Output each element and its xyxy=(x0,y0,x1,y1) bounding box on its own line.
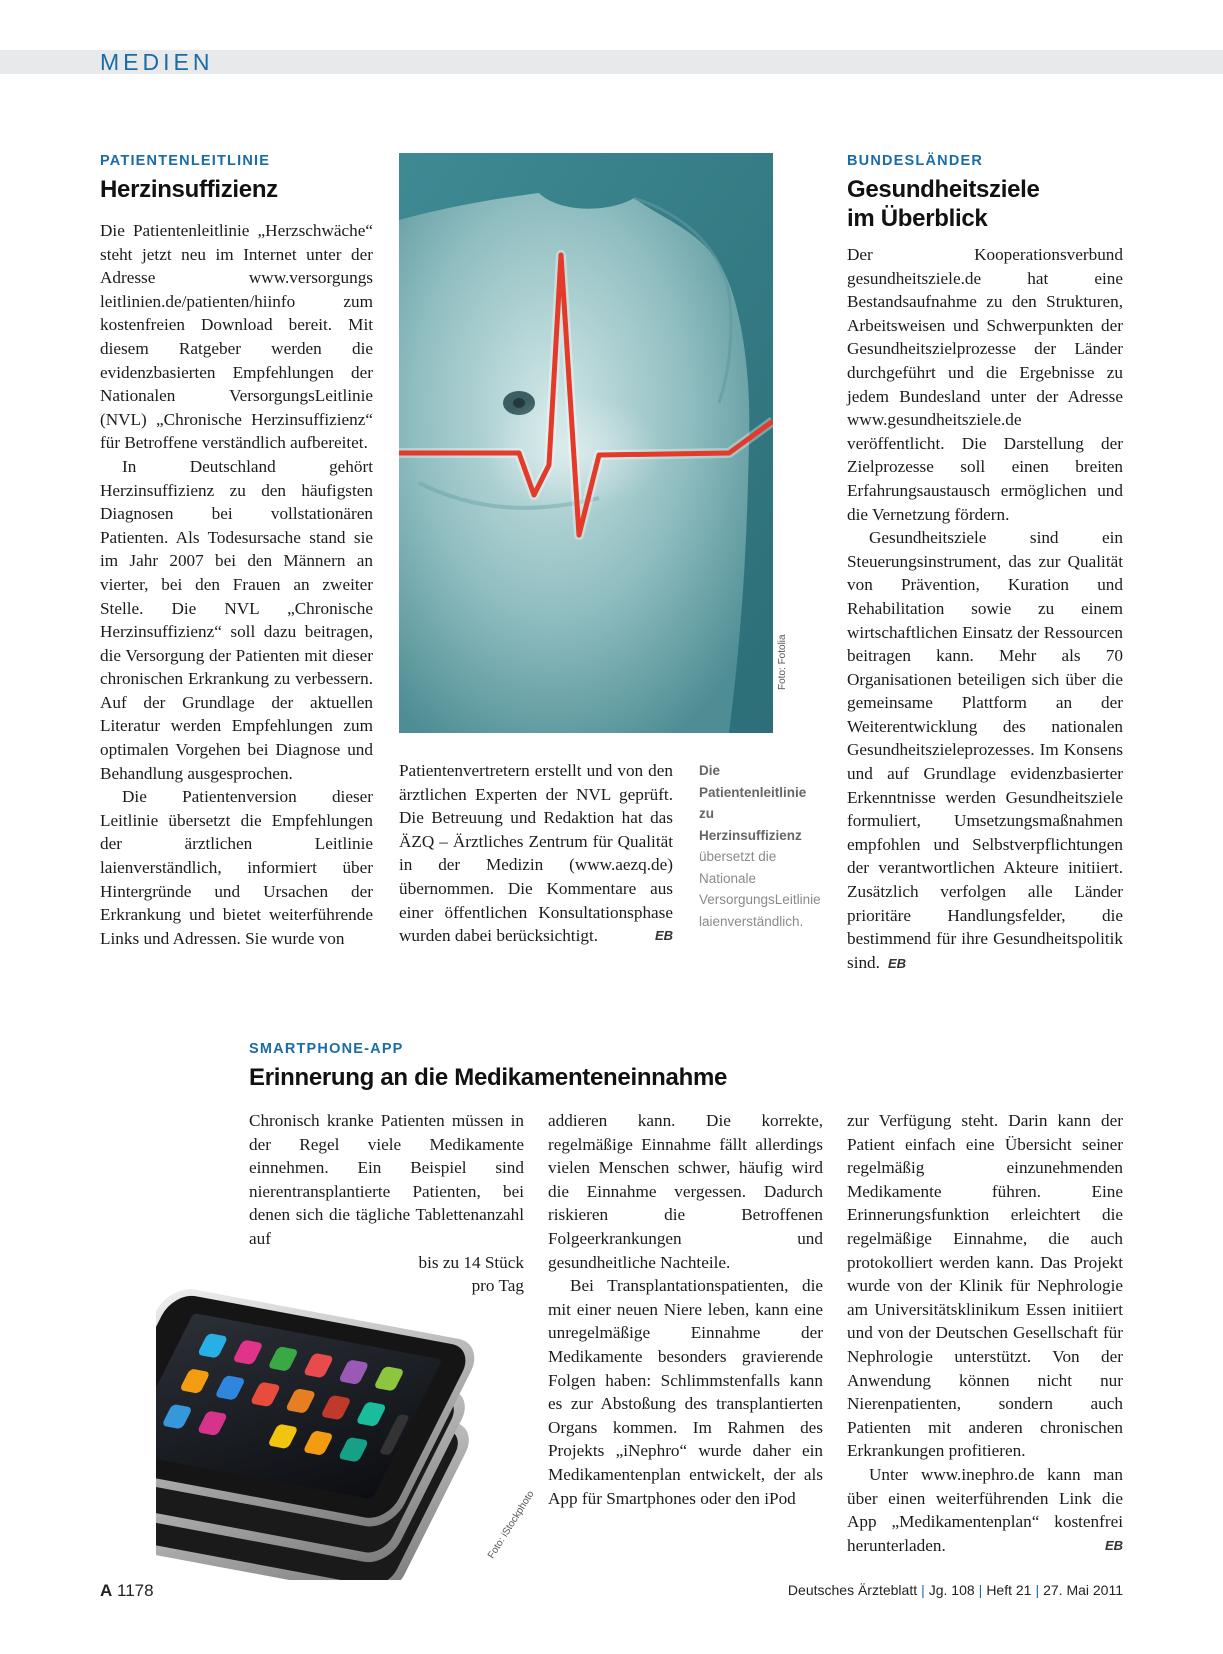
article2-headline-line1: Gesundheitsziele xyxy=(847,176,1040,203)
article1-column-2 xyxy=(399,759,673,948)
article2-column xyxy=(847,243,1123,975)
journal-date: 27. Mai 2011 xyxy=(1043,1582,1123,1598)
journal-issue: Heft 21 xyxy=(986,1582,1032,1598)
article2-kicker: BUNDESLÄNDER xyxy=(847,153,984,169)
heart-photo-caption xyxy=(699,760,819,932)
article3-column-2 xyxy=(548,1109,823,1510)
article1-paragraph: Die Patientenversion dieser Leitlinie übersetzt die Empfehlungen der ärztlichen Leitlinie laienverständlich, informiert über Hintergründe und Ursachen der Erkrankung und bietet weiterführende Links und Adressen. Sie wurde von xyxy=(100,787,373,948)
article1-kicker: PATIENTENLEITLINIE xyxy=(100,153,271,169)
heart-photo-credit: Foto: Fotolia xyxy=(777,634,788,690)
smartphone-photo-credit: Foto: iStockphoto xyxy=(486,1488,537,1561)
ecg-chest-illustration xyxy=(399,153,773,733)
page-number-value: 1178 xyxy=(117,1581,154,1600)
article3-kicker: SMARTPHONE-APP xyxy=(249,1041,404,1057)
article3-paragraph: Bei Transplantationspatienten, die mit einer neuen Niere leben, kann eine unregelmäßige Einnahme der Medikamente besonders gravierende Folgen haben: Schlimmstenfalls kann es zur Abstoßung des transplantierten Organs kommen. Im Rahmen des Projekts „iNephro“ wurde daher ein Medikamentenplan entwickelt, der als App für Smartphones oder den iPod xyxy=(548,1276,823,1508)
article3-paragraph: addieren kann. Die korrekte, regelmäßige Einnahme fällt allerdings vielen Menschen schwer, häufig wird die Einnahme vergessen. Dadurch riskieren die Betroffenen Folgeerkrankungen und gesundheitliche Nachteile. xyxy=(548,1111,823,1272)
article2-paragraph: Der Kooperationsverbund gesundheitsziele.de hat eine Bestandsaufnahme zu den Strukturen, Arbeitsweisen und Schwerpunkten der Gesundheitszielprozesse der Länder durchgeführt und die Ergebnisse zu jedem Bundesland unter der Adresse www.gesundheitsziele.de veröffentlicht. Die Darstellung der Zielprozesse soll einen breiten Erfahrungsaustausch ermöglichen und die Vernetzung fördern. xyxy=(847,245,1123,524)
page-prefix: A xyxy=(100,1581,113,1600)
article1-column-1 xyxy=(100,219,373,950)
section-label: MEDIEN xyxy=(100,49,214,75)
article3-paragraph: Chronisch kranke Patienten müssen in der Regel viele Medikamente einnehmen. Ein Beispiel sind nierentransplantierte Patienten, bei denen sich die tägliche Tablettenanzahl auf xyxy=(249,1111,524,1248)
article3-tail-line: bis zu 14 Stück xyxy=(418,1252,524,1272)
page-number xyxy=(100,1581,154,1601)
article3-tail-line: pro Tag xyxy=(471,1276,524,1296)
article2-headline-line2: im Überblick xyxy=(847,205,988,232)
caption-text: übersetzt die Nationale VersorgungsLeitlinie laienverständlich. xyxy=(699,849,821,929)
article3-paragraph: Unter www.inephro.de kann man über einen weiterführenden Link die App „Medikamentenplan“ kostenfrei herunterladen. xyxy=(847,1464,1123,1555)
journal-volume: Jg. 108 xyxy=(928,1582,975,1598)
article1-signature: EB xyxy=(654,928,673,944)
article1-paragraph: Patientenvertretern erstellt und von den ärztlichen Experten der NVL geprüft. Die Betreuung und Redaktion hat das ÄZQ – Ärztliches Zentrum für Qualität in der Medizin (www.aezq.de) übernommen. Die Kommentare aus einer öffentlichen Konsultationsphase wurden dabei berücksichtigt. xyxy=(399,761,673,946)
article2-signature: EB xyxy=(887,955,907,971)
article1-paragraph: In Deutschland gehört Herzinsuffizienz zu den häufigsten Diagnosen bei vollstationären Patienten. Als Todesursache stand sie im Jahr 2007 bei den Männern an vierter, bei den Frauen an zweiter Stelle. Die NVL „Chronische Herzinsuffizienz“ soll dazu beitragen, die Versorgung der Patienten mit dieser chronischen Erkrankung zu verbessern. Auf der Grundlage der aktuellen Literatur werden Empfehlungen zum optimalen Vorgehen bei Diagnose und Behandlung ausgesprochen. xyxy=(100,456,373,783)
article1-paragraph: Die Patientenleitlinie „Herzschwäche“ steht jetzt neu im Internet unter der Adresse www.versorgungs leitlinien.de/patienten/hiinfo zum kostenfreien Download bereit. Mit diesem Ratgeber werden die evidenzbasierten Empfehlungen der Nationalen VersorgungsLeitlinie (NVL) „Chronische Herzinsuffizienz“ für Betroffene verständlich aufbereitet. xyxy=(100,221,373,453)
caption-bold: Die Patientenleitlinie zu Herzinsuffizienz xyxy=(699,763,807,843)
article3-headline: Erinnerung an die Medikamenteneinnahme xyxy=(249,1064,728,1091)
article3-column-3 xyxy=(847,1109,1123,1557)
article3-paragraph: zur Verfügung steht. Darin kann der Patient einfach eine Übersicht seiner regelmäßig einzunehmenden Medikamente führen. Eine Erinnerungsfunktion erleichtert die regelmäßige Einnahme, die auch protokolliert werden kann. Das Projekt wurde von der Klinik für Nephrologie am Universitätsklinikum Essen initiiert und von der Deutschen Gesellschaft für Nephrologie unterstützt. Von der Anwendung können nicht nur Nierenpatienten, sondern auch Patienten mit anderen chronischen Erkrankungen profitieren. xyxy=(847,1111,1123,1461)
heart-ecg-photo xyxy=(399,153,773,733)
article3-signature: EB xyxy=(1104,1537,1123,1553)
article2-paragraph: Gesundheitsziele sind ein Steuerungsinstrument, das zur Qualität von Prävention, Kuration und Rehabilitation sowie zu einem wirtschaftlichen Einsatz der Ressourcen beitragen kann. Mehr als 70 Organisationen beteiligen sich über die gemeinsame Plattform an der Weiterentwicklung des nationalen Gesundheitszieleprozesses. Im Konsens und auf Grundlage evidenzbasierter Erkenntnisse werden Gesundheitsziele formuliert, Umsetzungsmaßnahmen empfohlen und Selbstverpflichtungen der verantwortlichen Akteure initiiert. Zusätzlich verfolgen alle Länder prioritäre Handlungsfelder, die bestimmend für ihre Gesundheitspolitik sind. xyxy=(847,528,1123,972)
journal-footer: Deutsches Ärzteblatt | Jg. 108 | Heft 21 | 27. Mai 2011 xyxy=(787,1582,1123,1598)
journal-name: Deutsches Ärzteblatt xyxy=(787,1582,918,1598)
article1-headline: Herzinsuffizienz xyxy=(100,176,278,203)
